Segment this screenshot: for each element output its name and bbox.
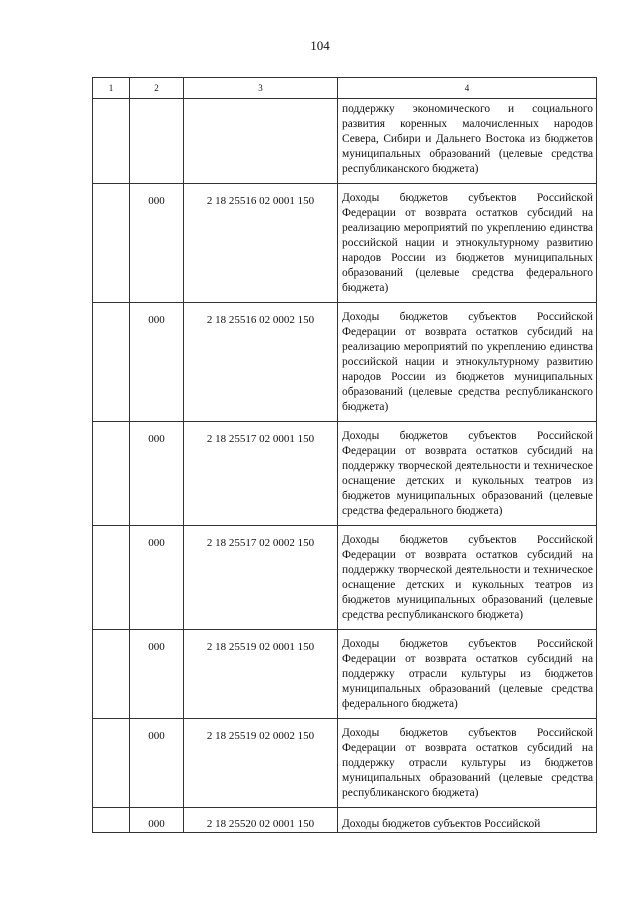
table-body bbox=[93, 99, 597, 833]
cell-admin-code: 000 bbox=[130, 719, 184, 808]
table-row bbox=[93, 184, 597, 303]
cell-admin-code bbox=[130, 99, 184, 184]
table-row bbox=[93, 630, 597, 719]
cell-admin-code: 000 bbox=[130, 808, 184, 833]
cell-col1 bbox=[93, 630, 130, 719]
column-header-4: 4 bbox=[338, 78, 597, 99]
cell-description: Доходы бюджетов субъектов Российской Федерации от возврата остатков субсидий на реализацию мероприятий по укреплению единства российской нации и этнокультурному развитию народов России из бюджетов муниципальных образований (целевые средства республиканского бюджета) bbox=[338, 303, 597, 422]
cell-col1 bbox=[93, 184, 130, 303]
cell-description: Доходы бюджетов субъектов Российской bbox=[338, 808, 597, 833]
cell-budget-code bbox=[184, 99, 338, 184]
cell-admin-code: 000 bbox=[130, 526, 184, 630]
cell-budget-code: 2 18 25516 02 0001 150 bbox=[184, 184, 338, 303]
cell-budget-code: 2 18 25517 02 0002 150 bbox=[184, 526, 338, 630]
cell-description: поддержку экономического и социального развития коренных малочисленных народов Севера, Сибири и Дальнего Востока из бюджетов муниципальных образований (целевые средства республиканского бюджета) bbox=[338, 99, 597, 184]
cell-admin-code: 000 bbox=[130, 184, 184, 303]
cell-admin-code: 000 bbox=[130, 630, 184, 719]
cell-budget-code: 2 18 25519 02 0002 150 bbox=[184, 719, 338, 808]
cell-col1 bbox=[93, 808, 130, 833]
cell-description: Доходы бюджетов субъектов Российской Федерации от возврата остатков субсидий на поддержку отрасли культуры из бюджетов муниципальных образований (целевые средства республиканского бюджета) bbox=[338, 719, 597, 808]
cell-description: Доходы бюджетов субъектов Российской Федерации от возврата остатков субсидий на реализацию мероприятий по укреплению единства российской нации и этнокультурному развитию народов России из бюджетов муниципальных образований (целевые средства федерального бюджета) bbox=[338, 184, 597, 303]
cell-description: Доходы бюджетов субъектов Российской Федерации от возврата остатков субсидий на поддержку отрасли культуры из бюджетов муниципальных образований (целевые средства федерального бюджета) bbox=[338, 630, 597, 719]
cell-col1 bbox=[93, 719, 130, 808]
table-row bbox=[93, 808, 597, 833]
table-row bbox=[93, 303, 597, 422]
cell-admin-code: 000 bbox=[130, 303, 184, 422]
cell-col1 bbox=[93, 99, 130, 184]
cell-budget-code: 2 18 25520 02 0001 150 bbox=[184, 808, 338, 833]
cell-col1 bbox=[93, 422, 130, 526]
cell-budget-code: 2 18 25516 02 0002 150 bbox=[184, 303, 338, 422]
column-header-1: 1 bbox=[93, 78, 130, 99]
cell-col1 bbox=[93, 303, 130, 422]
cell-col1 bbox=[93, 526, 130, 630]
table-header bbox=[93, 78, 597, 99]
cell-budget-code: 2 18 25519 02 0001 150 bbox=[184, 630, 338, 719]
cell-admin-code: 000 bbox=[130, 422, 184, 526]
cell-description: Доходы бюджетов субъектов Российской Федерации от возврата остатков субсидий на поддержку творческой деятельности и техническое оснащение детских и кукольных театров из бюджетов муниципальных образований (целевые средства федерального бюджета) bbox=[338, 422, 597, 526]
table-row bbox=[93, 719, 597, 808]
table-row bbox=[93, 526, 597, 630]
page-number: 104 bbox=[310, 38, 330, 53]
cell-budget-code: 2 18 25517 02 0001 150 bbox=[184, 422, 338, 526]
column-header-3: 3 bbox=[184, 78, 338, 99]
budget-table bbox=[92, 77, 597, 833]
table-row bbox=[93, 422, 597, 526]
column-header-2: 2 bbox=[130, 78, 184, 99]
table-row bbox=[93, 99, 597, 184]
cell-description: Доходы бюджетов субъектов Российской Федерации от возврата остатков субсидий на поддержку творческой деятельности и техническое оснащение детских и кукольных театров из бюджетов муниципальных образований (целевые средства республиканского бюджета) bbox=[338, 526, 597, 630]
